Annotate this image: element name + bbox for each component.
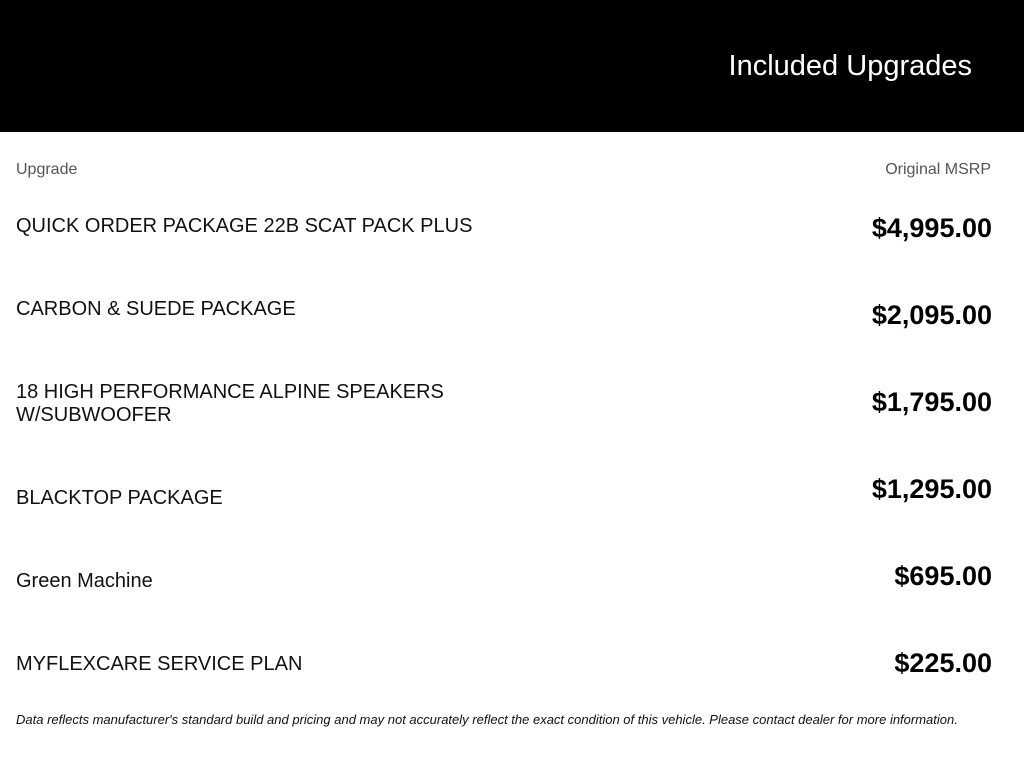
upgrade-price: $225.00 — [894, 648, 992, 678]
header-banner — [0, 0, 1024, 132]
upgrade-name: 18 HIGH PERFORMANCE ALPINE SPEAKERS W/SUBWOOFER — [16, 381, 444, 426]
upgrade-price: $1,795.00 — [871, 387, 992, 417]
upgrade-name: BLACKTOP PACKAGE — [16, 487, 223, 509]
upgrade-price: $695.00 — [894, 561, 992, 591]
upgrade-name: Green Machine — [16, 570, 153, 592]
page-title: Included Upgrades — [728, 50, 972, 82]
upgrade-name: QUICK ORDER PACKAGE 22B SCAT PACK PLUS — [16, 215, 473, 237]
upgrade-price: $4,995.00 — [871, 213, 992, 243]
disclaimer-text: Data reflects manufacturer's standard build and pricing and may not accurately reflect the exact condition of this vehicle. Please contact dealer for more information. — [16, 712, 958, 727]
upgrade-price: $2,095.00 — [871, 300, 992, 330]
column-header-msrp: Original MSRP — [885, 161, 991, 178]
upgrade-price: $1,295.00 — [871, 474, 992, 504]
upgrade-name: CARBON & SUEDE PACKAGE — [16, 298, 296, 320]
upgrade-name: MYFLEXCARE SERVICE PLAN — [16, 653, 303, 675]
column-header-upgrade: Upgrade — [16, 161, 78, 178]
